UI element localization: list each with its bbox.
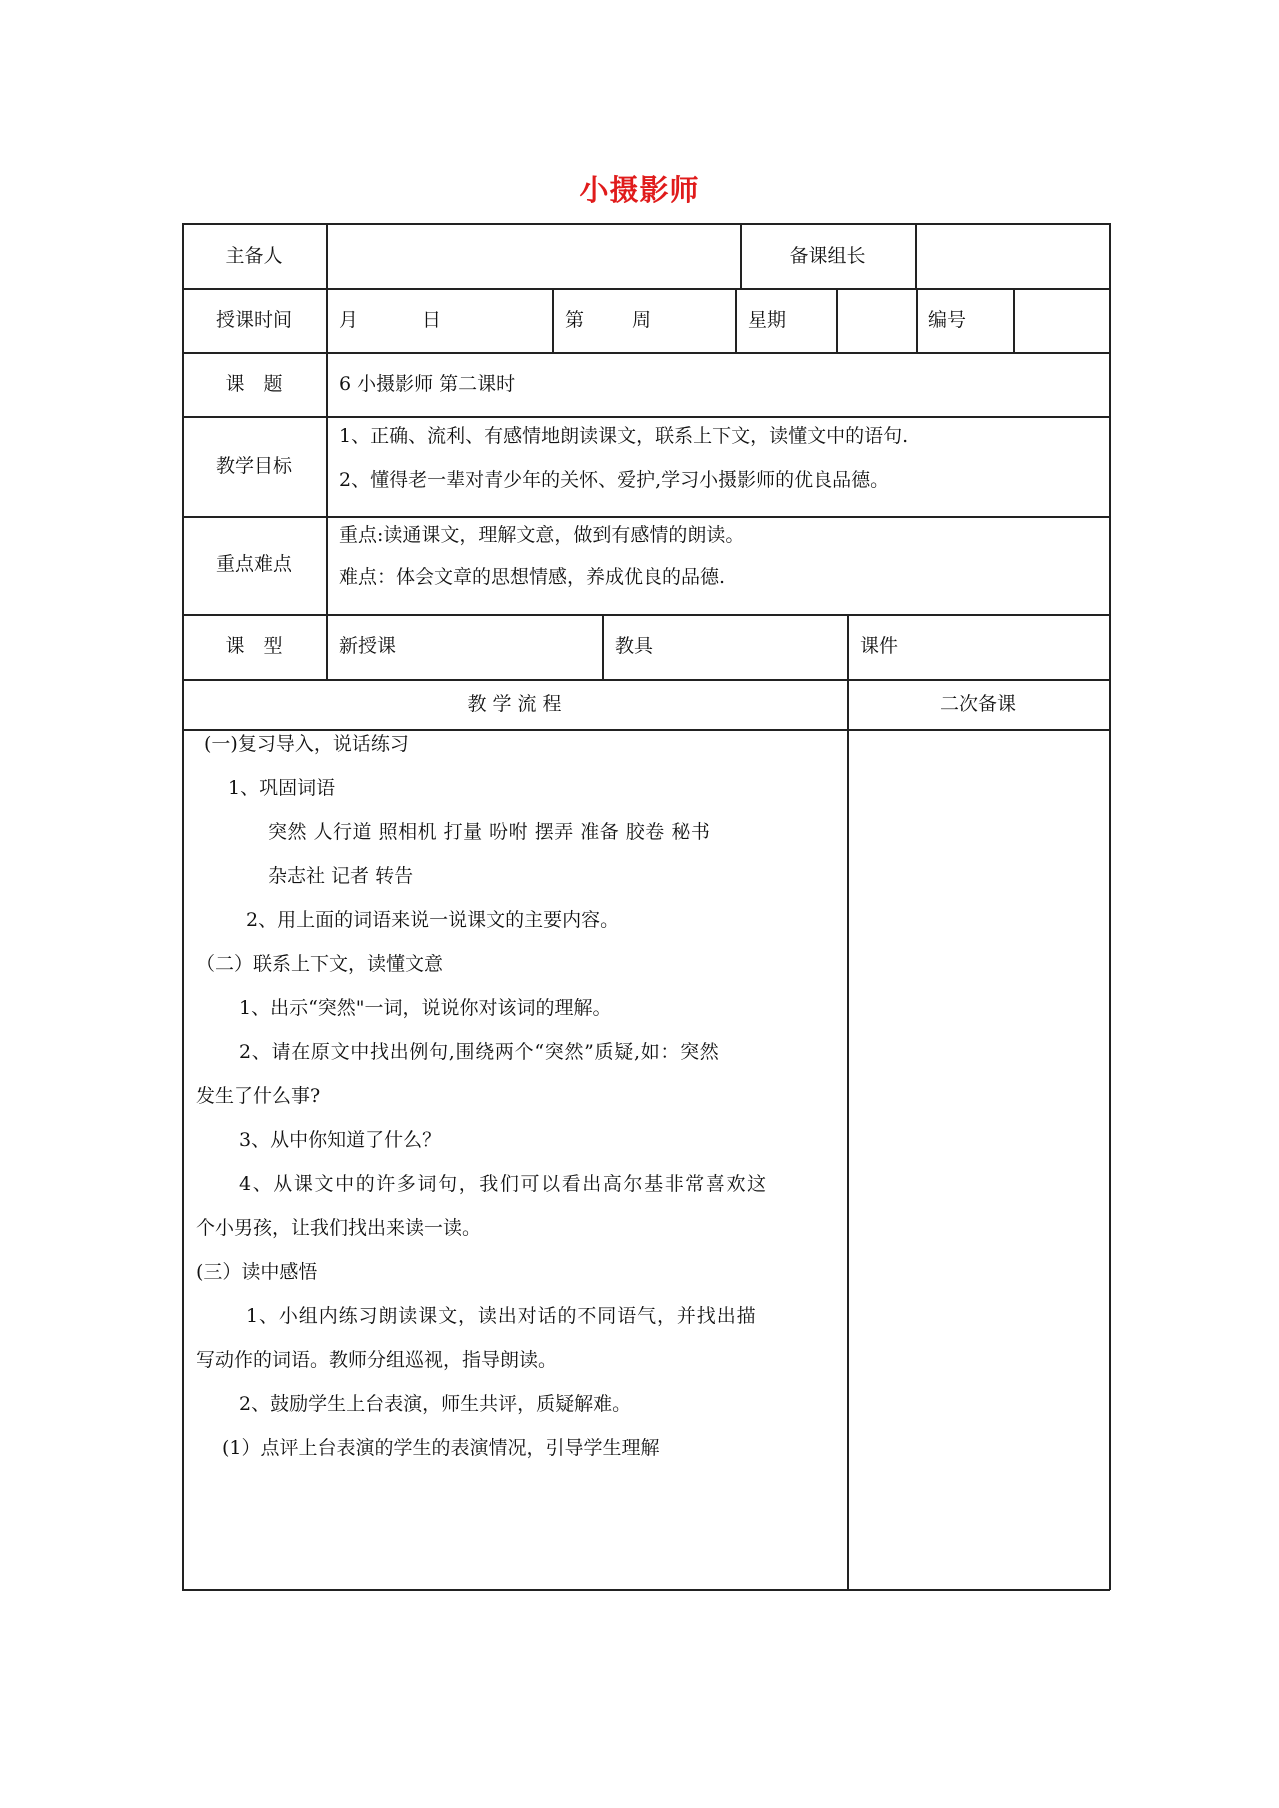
label-kexing: 课 型 bbox=[225, 635, 283, 657]
row-divider bbox=[182, 729, 1110, 731]
mubiao-line-1: 1、正确、流利、有感情地朗读课文，联系上下文，读懂文中的语句. bbox=[339, 425, 909, 447]
flow-line: （二）联系上下文，读懂文意 bbox=[196, 953, 444, 975]
flow-line: (一)复习导入，说话练习 bbox=[204, 733, 409, 755]
table-border bbox=[182, 223, 184, 1590]
zhongdian-text: 重点:读通课文，理解文意，做到有感情的朗读。 bbox=[339, 524, 745, 546]
table-border bbox=[182, 1589, 1110, 1591]
flow-line: 4、从课文中的许多词句，我们可以看出高尔基非常喜欢这 bbox=[239, 1173, 768, 1195]
mubiao-line-2: 2、懂得老一辈对青少年的关怀、爱护,学习小摄影师的优良品德。 bbox=[339, 469, 890, 491]
flow-line: 2、用上面的词语来说一说课文的主要内容。 bbox=[246, 909, 620, 931]
keti-value: 6 小摄影师 第二课时 bbox=[339, 373, 516, 395]
flow-line: (1）点评上台表演的学生的表演情况，引导学生理解 bbox=[222, 1437, 660, 1459]
nandian-text: 难点：体会文章的思想情感，养成优良的品德. bbox=[339, 566, 726, 588]
label-nandian: 重点难点 bbox=[215, 553, 292, 575]
flow-line: 个小男孩，让我们找出来读一读。 bbox=[196, 1217, 482, 1239]
flow-line: 3、从中你知道了什么？ bbox=[239, 1129, 442, 1151]
day-label: 日 bbox=[422, 309, 442, 331]
flow-line: (三）读中感悟 bbox=[196, 1261, 318, 1283]
number-label: 编号 bbox=[928, 309, 967, 331]
flow-line: 2、请在原文中找出例句,围绕两个“突然”质疑,如：突然 bbox=[239, 1041, 720, 1063]
flow-line: 1、巩固词语 bbox=[228, 777, 336, 799]
label-mubiao: 教学目标 bbox=[215, 455, 292, 477]
week-prefix: 第 bbox=[565, 309, 585, 331]
kejian-label: 课件 bbox=[860, 635, 899, 657]
row-divider bbox=[182, 352, 1110, 354]
column-divider bbox=[735, 288, 737, 352]
flow-line: 1、小组内练习朗读课文，读出对话的不同语气，并找出描 bbox=[246, 1305, 757, 1327]
row-divider bbox=[182, 288, 1110, 290]
lesson-plan-table bbox=[182, 223, 1110, 1590]
flow-line: 杂志社 记者 转告 bbox=[268, 865, 414, 887]
second-prep-header: 二次备课 bbox=[939, 693, 1016, 715]
label-zhubeiren: 主备人 bbox=[225, 245, 283, 267]
table-border bbox=[182, 223, 1110, 225]
column-divider bbox=[847, 679, 849, 1590]
flow-line: 1、出示“突然"一词，说说你对该词的理解。 bbox=[239, 997, 612, 1019]
month-label: 月 bbox=[339, 309, 359, 331]
flow-line: 发生了什么事? bbox=[196, 1085, 321, 1107]
weekday-label: 星期 bbox=[748, 309, 787, 331]
flow-line: 突然 人行道 照相机 打量 吩咐 摆弄 准备 胶卷 秘书 bbox=[268, 821, 711, 843]
table-border bbox=[1109, 223, 1111, 1590]
column-divider bbox=[1013, 288, 1015, 352]
label-shouke-time: 授课时间 bbox=[215, 309, 292, 331]
row-divider bbox=[182, 416, 1110, 418]
column-divider bbox=[915, 223, 917, 288]
week-suffix: 周 bbox=[632, 309, 652, 331]
document-title: 小摄影师 bbox=[579, 173, 700, 207]
column-divider bbox=[326, 223, 328, 679]
label-keti: 课 题 bbox=[225, 373, 283, 395]
label-beikezuzhang: 备课组长 bbox=[789, 245, 866, 267]
flow-header: 教 学 流 程 bbox=[467, 693, 562, 715]
row-divider bbox=[182, 614, 1110, 616]
flow-line: 2、鼓励学生上台表演，师生共评，质疑解难。 bbox=[239, 1393, 632, 1415]
jiaoju-label: 教具 bbox=[615, 635, 654, 657]
column-divider bbox=[836, 288, 838, 352]
column-divider bbox=[916, 288, 918, 352]
kexing-value: 新授课 bbox=[339, 635, 397, 657]
row-divider bbox=[182, 679, 1110, 681]
column-divider bbox=[552, 288, 554, 352]
flow-line: 写动作的词语。教师分组巡视，指导朗读。 bbox=[196, 1349, 558, 1371]
row-divider bbox=[182, 516, 1110, 518]
column-divider bbox=[847, 614, 849, 679]
column-divider bbox=[602, 614, 604, 679]
